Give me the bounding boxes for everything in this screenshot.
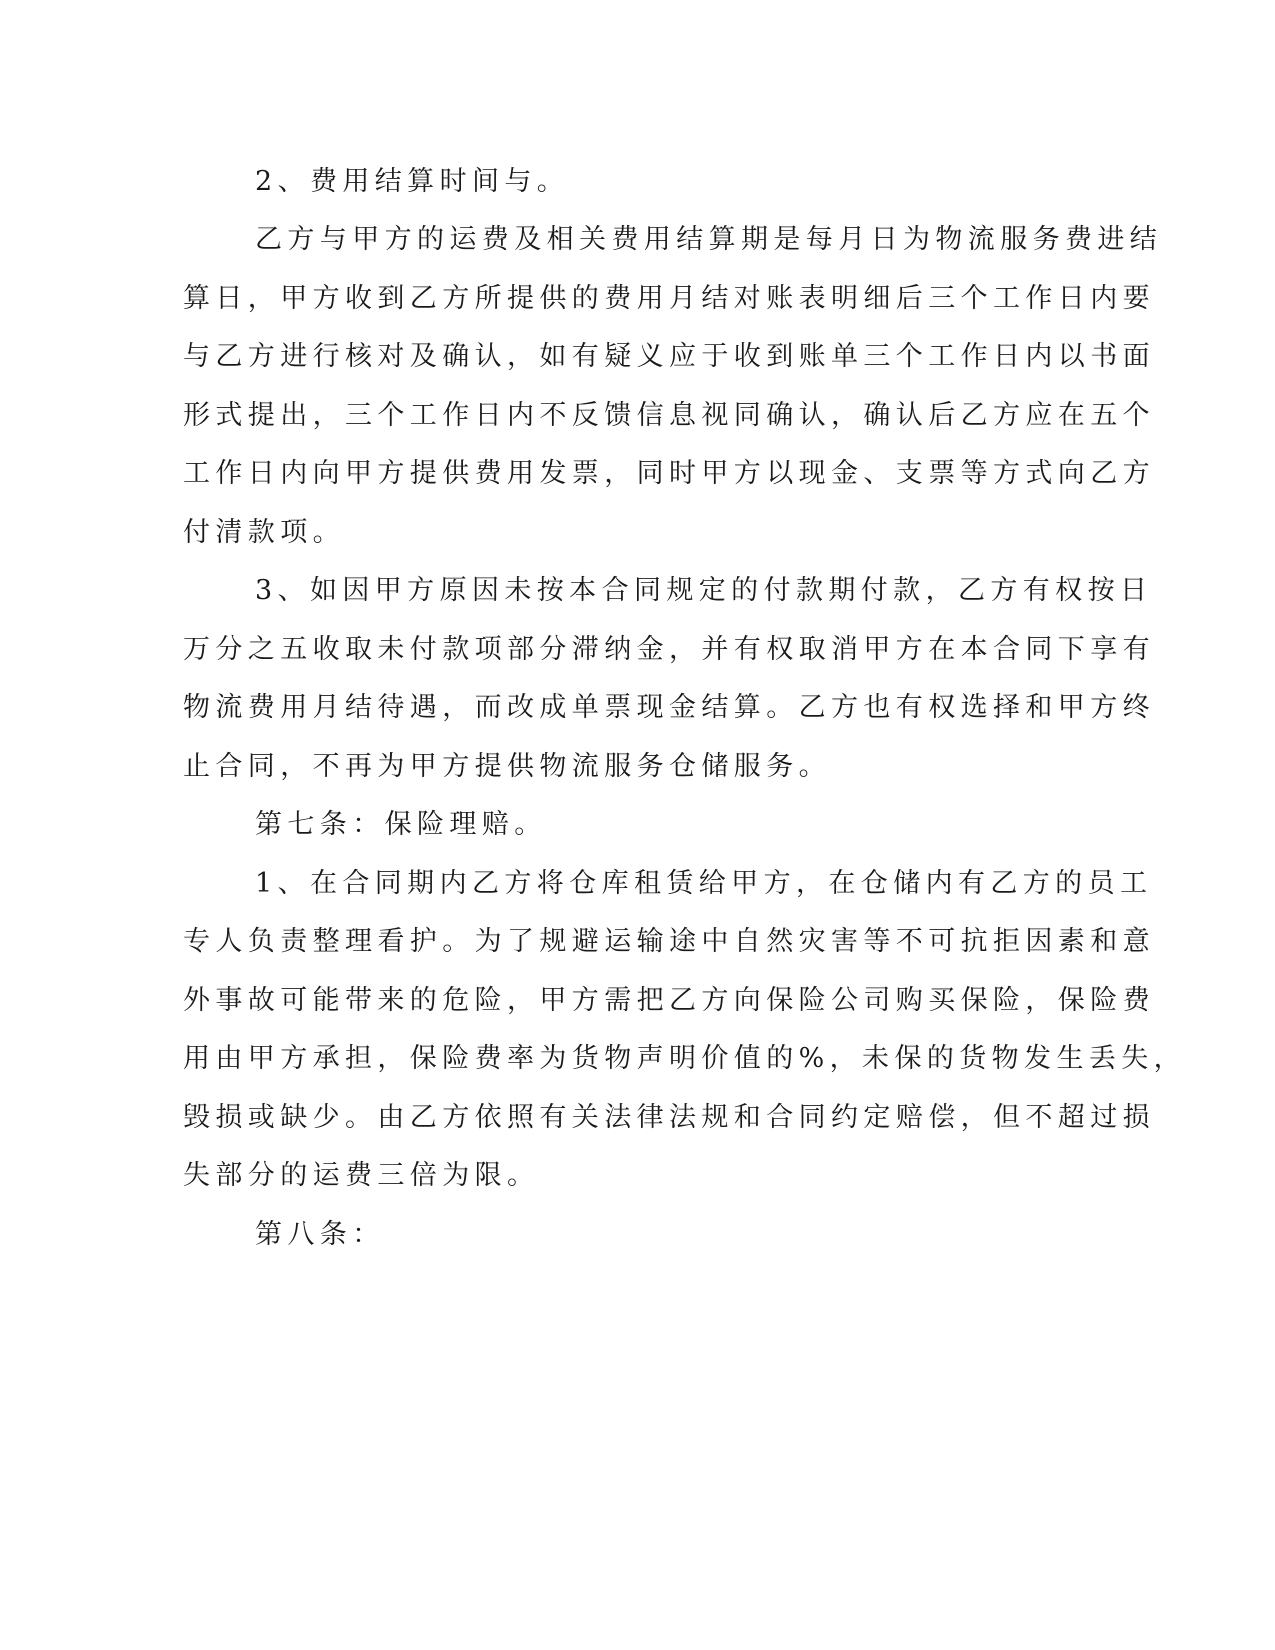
paragraph-line: 用由甲方承担，保险费率为货物声明价值的%，未保的货物发生丢失， — [183, 1043, 1187, 1074]
article-8-heading: 第八条： — [255, 1219, 385, 1250]
paragraph-line: 失部分的运费三倍为限。 — [183, 1160, 540, 1191]
clause-1-line: 1、在合同期内乙方将仓库租赁给甲方，在仓储内有乙方的员工 — [255, 868, 1153, 899]
paragraph-line: 工作日内向甲方提供费用发票，同时甲方以现金、支票等方式向乙方 — [183, 458, 1155, 489]
paragraph-line: 外事故可能带来的危险，甲方需把乙方向保险公司购买保险，保险费 — [183, 985, 1155, 1016]
paragraph-line: 专人负责整理看护。为了规避运输途中自然灾害等不可抗拒因素和意 — [183, 926, 1155, 957]
paragraph-line: 形式提出，三个工作日内不反馈信息视同确认，确认后乙方应在五个 — [183, 400, 1155, 431]
paragraph-line: 乙方与甲方的运费及相关费用结算期是每月日为物流服务费进结 — [255, 224, 1163, 255]
clause-2-heading: 2、费用结算时间与。 — [255, 166, 570, 197]
paragraph-line: 万分之五收取未付款项部分滞纳金，并有权取消甲方在本合同下享有 — [183, 634, 1155, 665]
paragraph-line: 与乙方进行核对及确认，如有疑义应于收到账单三个工作日内以书面 — [183, 341, 1155, 372]
paragraph-line: 算日，甲方收到乙方所提供的费用月结对账表明细后三个工作日内要 — [183, 283, 1155, 314]
paragraph-line: 止合同，不再为甲方提供物流服务仓储服务。 — [183, 751, 831, 782]
paragraph-line: 毁损或缺少。由乙方依照有关法律法规和合同约定赔偿，但不超过损 — [183, 1102, 1155, 1133]
paragraph-line: 物流费用月结待遇，而改成单票现金结算。乙方也有权选择和甲方终 — [183, 692, 1155, 723]
paragraph-line: 付清款项。 — [183, 517, 345, 548]
clause-3-line: 3、如因甲方原因未按本合同规定的付款期付款，乙方有权按日 — [255, 575, 1153, 606]
article-7-heading: 第七条：保险理赔。 — [255, 809, 547, 840]
